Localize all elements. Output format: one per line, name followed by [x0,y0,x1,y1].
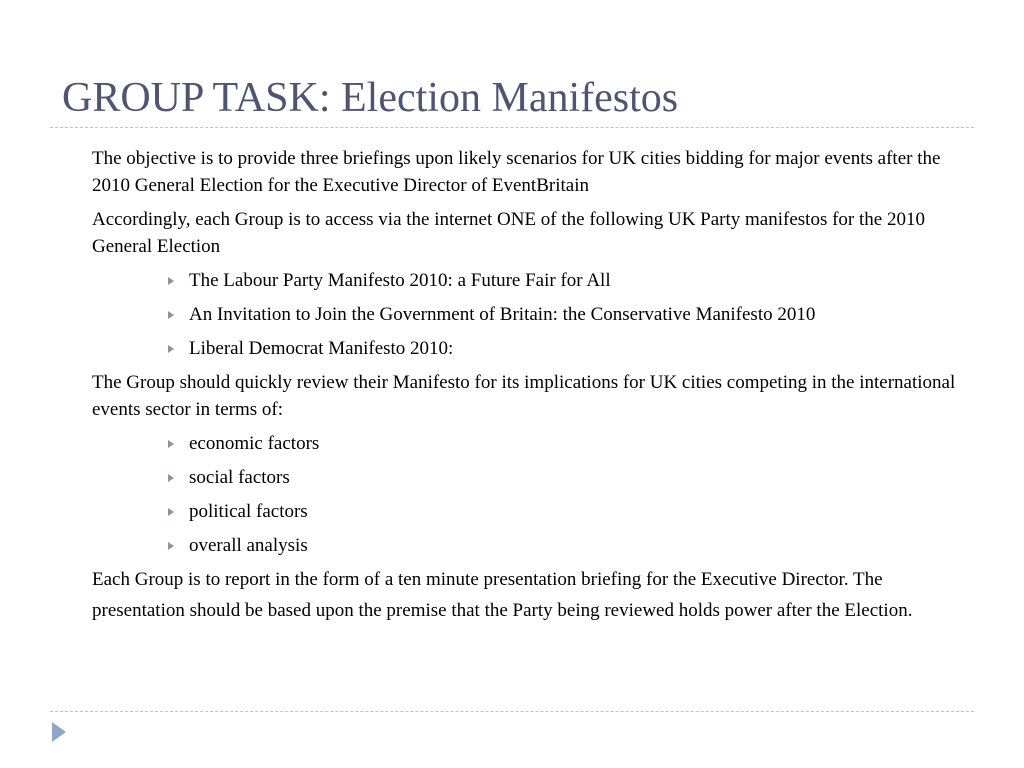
footer-divider [50,711,974,712]
list-item [92,430,972,457]
triangle-right-icon [168,311,174,319]
list-item-label: political factors [189,501,308,522]
list-item-label: Liberal Democrat Manifesto 2010: [189,338,454,359]
list-item-label: social factors [189,467,290,488]
list-item [92,301,972,328]
slide-title: GROUP TASK: Election Manifestos [62,75,679,121]
triangle-right-icon [168,542,174,550]
factor-list [92,430,972,559]
manifesto-list [92,267,972,362]
list-item-label: overall analysis [189,535,308,556]
triangle-right-icon [168,277,174,285]
triangle-right-icon [168,345,174,353]
title-divider [50,127,974,128]
objective-paragraph: The objective is to provide three briefings upon likely scenarios for UK cities bidding for major events after the 2010 General Election for the Executive Director of EventBritain [92,148,941,196]
report-paragraph: Each Group is to report in the form of a ten minute presentation briefing for the Executive Director. The presentation should be based upon the premise that the Party being reviewed holds power after the Election. [92,569,913,621]
list-item [92,464,972,491]
list-item-label: The Labour Party Manifesto 2010: a Future Fair for All [189,270,611,291]
triangle-right-icon [168,440,174,448]
slide-body [92,145,972,633]
list-item-label: economic factors [189,433,320,454]
list-item-label: An Invitation to Join the Government of Britain: the Conservative Manifesto 2010 [189,304,816,325]
list-item [92,335,972,362]
list-item [92,267,972,294]
triangle-right-icon [168,474,174,482]
next-slide-arrow-icon[interactable] [52,722,66,742]
list-item [92,498,972,525]
review-paragraph: The Group should quickly review their Manifesto for its implications for UK cities competing in the international events sector in terms of: [92,372,956,420]
access-paragraph: Accordingly, each Group is to access via the internet ONE of the following UK Party manifestos for the 2010 General Election [92,209,925,257]
list-item [92,532,972,559]
triangle-right-icon [168,508,174,516]
